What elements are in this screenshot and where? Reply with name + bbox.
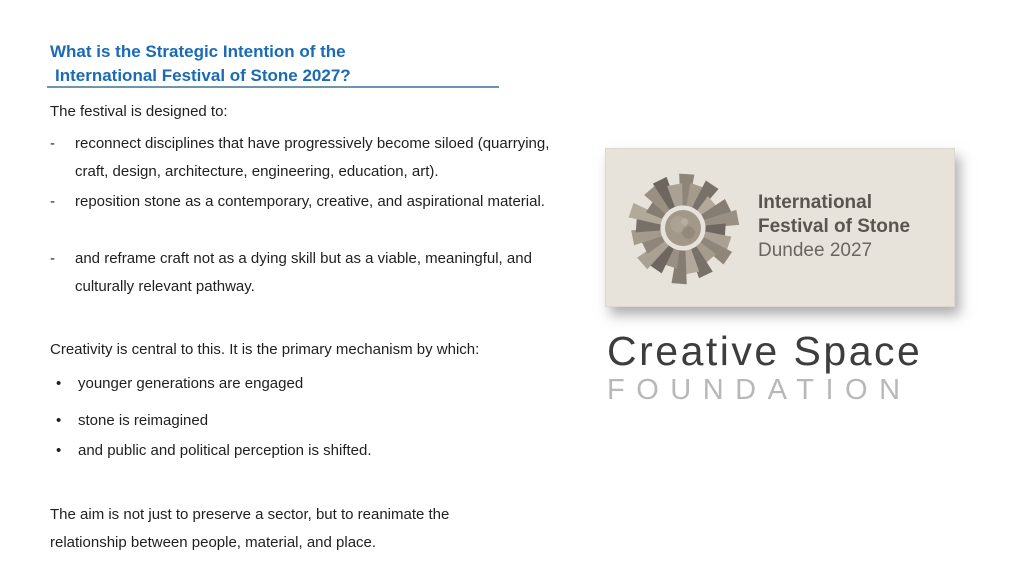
festival-logo-line1: International	[758, 192, 873, 213]
stone-rosette-svg	[620, 165, 746, 291]
dash-marker: -	[50, 250, 55, 267]
bullet-marker: •	[56, 442, 62, 459]
list-item	[50, 188, 555, 216]
slide-body	[50, 40, 555, 551]
slide-title	[50, 40, 555, 88]
dash-item-text: and reframe craft not as a dying skill but as a viable, meaningful, and culturally relevant pathway.	[75, 250, 532, 295]
intro-paragraph: The festival is designed to:	[50, 103, 228, 120]
closing-paragraph: The aim is not just to preserve a sector, but to reanimate the relationship between people, material, and place.	[50, 506, 450, 551]
dash-item-text: reconnect disciplines that have progressively become siloed (quarrying, craft, design, architecture, engineering, education, art).	[75, 135, 550, 180]
list-item	[50, 407, 555, 435]
foundation-name: Creative Space	[607, 328, 923, 374]
list-item	[50, 437, 555, 465]
title-underline	[47, 86, 499, 88]
slide-title-line1: What is the Strategic Intention of the	[50, 42, 346, 61]
foundation-subtitle: FOUNDATION	[607, 374, 912, 406]
festival-logo-text	[758, 191, 910, 263]
dash-marker: -	[50, 135, 55, 152]
list-item	[50, 370, 555, 398]
bullet-marker: •	[56, 412, 62, 429]
festival-logo-line2: Festival of Stone	[758, 216, 911, 237]
list-item	[50, 245, 555, 301]
stone-rosette-icon	[620, 165, 746, 291]
bullet-item-text: and public and political perception is shifted.	[78, 442, 372, 459]
dash-marker: -	[50, 193, 55, 210]
list-item	[50, 130, 555, 186]
foundation-wordmark	[607, 330, 959, 407]
creativity-paragraph: Creativity is central to this. It is the primary mechanism by which:	[50, 341, 480, 358]
dash-item-text: reposition stone as a contemporary, creative, and aspirational material.	[75, 193, 545, 210]
festival-logo-card	[605, 148, 955, 307]
festival-logo-line3: Dundee 2027	[758, 240, 873, 261]
slide-title-line2: International Festival of Stone 2027?	[55, 66, 351, 85]
bullet-item-text: stone is reimagined	[78, 412, 209, 429]
bullet-item-text: younger generations are engaged	[78, 375, 304, 392]
bullet-marker: •	[56, 375, 62, 392]
